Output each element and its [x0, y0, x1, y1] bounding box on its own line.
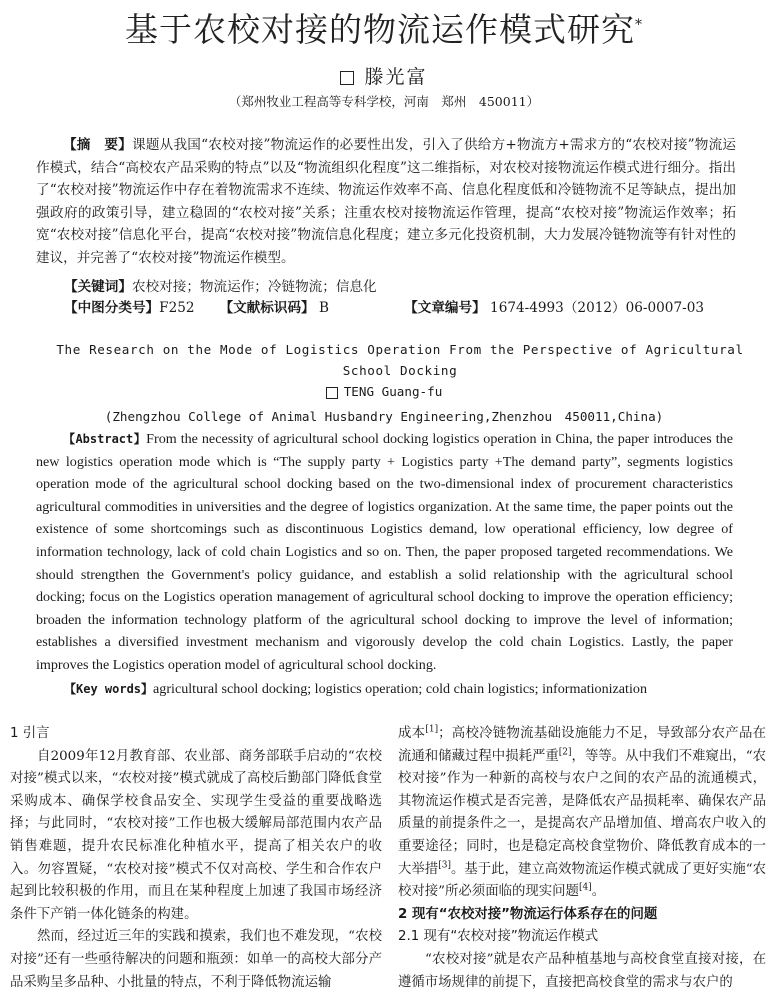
- author-name: 滕光富: [364, 66, 428, 88]
- article-no-item: [404, 296, 704, 316]
- abstract-label: 【摘 要】: [63, 137, 133, 153]
- keywords-line: [64, 275, 377, 295]
- author-line: [0, 62, 768, 89]
- english-author-box-icon: [326, 387, 338, 399]
- english-keywords-text: agricultural school docking; logistics operation; cold chain logistics; informationization: [153, 681, 647, 697]
- title-footnote-mark: *: [635, 17, 643, 33]
- intro-paragraph-2: 然而，经过近三年的实践和摸索，我们也不难发现，“农校对接”还有一些亟待解决的问题和瓶颈：如单一的高校大部分产品采购呈多品种、小批量的特点，不利于降低物流运输: [10, 929, 382, 990]
- section-1-heading: 1 引言: [10, 726, 50, 741]
- clc-item: [64, 296, 220, 316]
- article-no-value: 1674-4993（2012）06-0007-03: [490, 300, 704, 316]
- article-no-label: 【文章编号】: [404, 300, 486, 316]
- english-author-line: [0, 384, 768, 399]
- citation-2: [2]: [558, 747, 572, 758]
- section-2-1-heading: 2.1 现有“农校对接”物流运作模式: [398, 929, 599, 945]
- keywords-label: 【关键词】: [64, 279, 132, 295]
- english-keywords-line: [64, 680, 647, 698]
- author-box-icon: [340, 71, 354, 85]
- right-column: [398, 723, 766, 994]
- intro-paragraph-1: 自2009年12月教育部、农业部、商务部联手启动的“农校对接”模式以来，“农校对接”模式就成了高校后勤部门降低食堂采购成本、确保学校食品安全、实现学生受益的重要战略选择；与此同时，“农校对接”工作也极大缓解局部范围内农产品销售难题，提升农民标准化种植水平，提高了相关农户的收入。勿容置疑，“农校对接”模式不仅对高校、学生和合作农户起到比较积极的作用，而且在某种程度上加速了我国市场经济条件下产销一体化链条的构建。: [10, 748, 382, 922]
- english-affiliation: (Zhengzhou College of Animal Husbandry Engineering,Zhenzhou 450011,China): [104, 409, 664, 424]
- english-abstract-label: 【Abstract】: [63, 432, 147, 446]
- paper-title: 基于农校对接的物流运作模式研究*: [125, 10, 643, 49]
- citation-3: [3]: [438, 860, 451, 871]
- intro-paragraph-2-continued: 成本[1]；高校冷链物流基础设施能力不足，导致部分农产品在流通和储藏过程中损耗严重[2]，等等。从中我们不难窥出，“农校对接”作为一种新的高校与农户之间的农产品的流通模式，其物流运作模式是否完善，是降低农产品损耗率、确保农产品质量的前提条件之一，是提高农产品增加值、增高农户收入的重要途径；同时，也是稳定高校食堂物价、降低教育成本的一大举措[3]。基于此，建立高效物流运作模式就成了更好实施“农校对接”所必须面临的现实问题[4]。: [398, 724, 767, 900]
- doc-code-label: 【文献标识码】: [219, 300, 315, 316]
- section-2-heading: 2 现有“农校对接”物流运行体系存在的问题: [398, 906, 658, 922]
- chinese-abstract: [36, 134, 736, 269]
- doc-code-item: [220, 296, 405, 316]
- section-2-1-paragraph: “农校对接”就是农产品种植基地与高校食堂直接对接，在遵循市场规律的前提下，直接把高校食堂的需求与农户的: [398, 951, 766, 990]
- english-abstract: [36, 428, 733, 677]
- clc-value: F252: [159, 300, 195, 316]
- classification-line: [64, 296, 704, 316]
- doc-code-value: B: [318, 300, 329, 316]
- english-keywords-label: 【Key words】: [64, 682, 154, 696]
- abstract-text: 课题从我国“农校对接”物流运作的必要性出发，引入了供给方+物流方+需求方的“农校对接”物流运作模式，结合“高校农产品采购的特点”以及“物流组织化程度”这二维指标，对农校对接物流运作模式进行细分。指出了“农校对接”物流运作中存在着物流需求不连续、物流运作效率不高、信息化程度低和冷链物流不足等缺点，提出加强政府的政策引导，建立稳固的“农校对接”关系；注重农校对接物流运作管理，提高“农校对接”物流运作效率；拓宽“农校对接”信息化平台，提高“农校对接”物流信息化程度；建立多元化投资机制，大力发展冷链物流等有针对性的建议，并完善了“农校对接”物流运作模型。: [36, 137, 737, 266]
- affiliation: （郑州牧业工程高等专科学校，河南 郑州 450011）: [228, 94, 540, 109]
- left-column: [10, 723, 382, 994]
- clc-label: 【中图分类号】: [64, 300, 160, 316]
- english-title: The Research on the Mode of Logistics Operation From the Perspective of Agricultural School Docking: [56, 342, 744, 378]
- keywords-text: 农校对接；物流运作；冷链物流；信息化: [131, 279, 377, 295]
- citation-4: [4]: [578, 882, 592, 893]
- citation-1: [1]: [425, 724, 439, 735]
- english-author-name: TENG Guang-fu: [343, 384, 443, 399]
- english-abstract-text: From the necessity of agricultural school docking logistics operation in China, the paper introduces the new logistics operation mode which is “The supply party + Logistics party +The demand party”, segments logistics operation mode of the agricultural school docking based on the two-dimensional index of procurement characteristics agricultural commodities in universities and the degree of logistics organization. At the same time, the paper points out the existence of some shortcomings such as discontinuous Logistics demand, low operational efficiency, low degree of information technology, lack of cold chain Logistics and so on. Then, the paper proposed targeted recommendations. We should strengthen the Government's policy guidance, and establish a solid relationship with the agricultural school docking; focus on the Logistics operation management of agricultural school docking to improve the operation efficiency; broaden the information technology platform of the agricultural school docking to improve the level of information; establishes a diversified investment mechanism and vigorously develop the cold chain Logistics. Lastly, the paper improves the Logistics operation model of agricultural school docking.: [36, 431, 733, 673]
